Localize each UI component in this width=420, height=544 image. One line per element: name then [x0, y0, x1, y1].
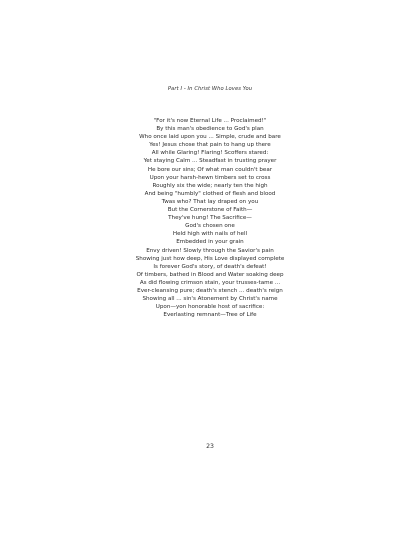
running-header: Part I - In Christ Who Loves You [167, 86, 253, 92]
poem-line: Showing just how deep, His Love displayed complete [135, 255, 285, 262]
poem-line: God's chosen one [185, 223, 235, 230]
poem-line: Envy driven! Slowly through the Savior's pain [146, 247, 274, 254]
poem-line: Showing all ... sin's Atonement by Christ's name [142, 296, 278, 303]
poem-line: By this man's obedience to God's plan [156, 126, 264, 133]
poem-line: Everlasting remnant—Tree of Life [163, 312, 257, 319]
page-number: 23 [206, 443, 214, 450]
poem-line: Ever-cleansing pure; death's stench ... death's reign [137, 287, 283, 294]
poem-line: "For it's now Eternal Life ... Proclaimed!" [153, 118, 267, 124]
poem-line: And being "humbly" clothed of flesh and blood [144, 190, 276, 197]
poem-body [0, 117, 420, 319]
poem-line: Of timbers, bathed in Blood and Water soaking deep [136, 271, 284, 278]
poem-line: Upon your harsh-hewn timbers set to cross [149, 174, 271, 181]
poem-line: They've hung! The Sacrifice— [168, 215, 252, 222]
poem-line: Upon—yon honorable host of sacrifice: [155, 304, 265, 311]
poem-line: Who once laid upon you ... Simple, crude and bare [139, 134, 281, 141]
poem-line: But the Cornerstone of Faith— [167, 207, 253, 214]
poem-line: He bore our sins; Of what man couldn't bear [147, 166, 273, 173]
poem-line: Embedded in your grain [176, 239, 244, 246]
poem-line: Yes! Jesus chose that pain to hang up there [149, 142, 271, 149]
poem-line: Is forever God's story, of death's defeat! [153, 263, 267, 270]
poem-line: As did flowing crimson stain, your trusses-tame ... [139, 279, 281, 286]
poem-line: Twas who? That lay draped on you [161, 198, 259, 205]
poem-line: Held high with nails of hell [172, 231, 248, 238]
poem-line: Yet staying Calm ... Steadfast in trusting prayer [143, 158, 277, 165]
poem-line: All while Glaring! Flaring! Scoffers stared: [151, 150, 269, 157]
poem-line: Roughly six the wide; nearly ten the high [152, 182, 268, 189]
